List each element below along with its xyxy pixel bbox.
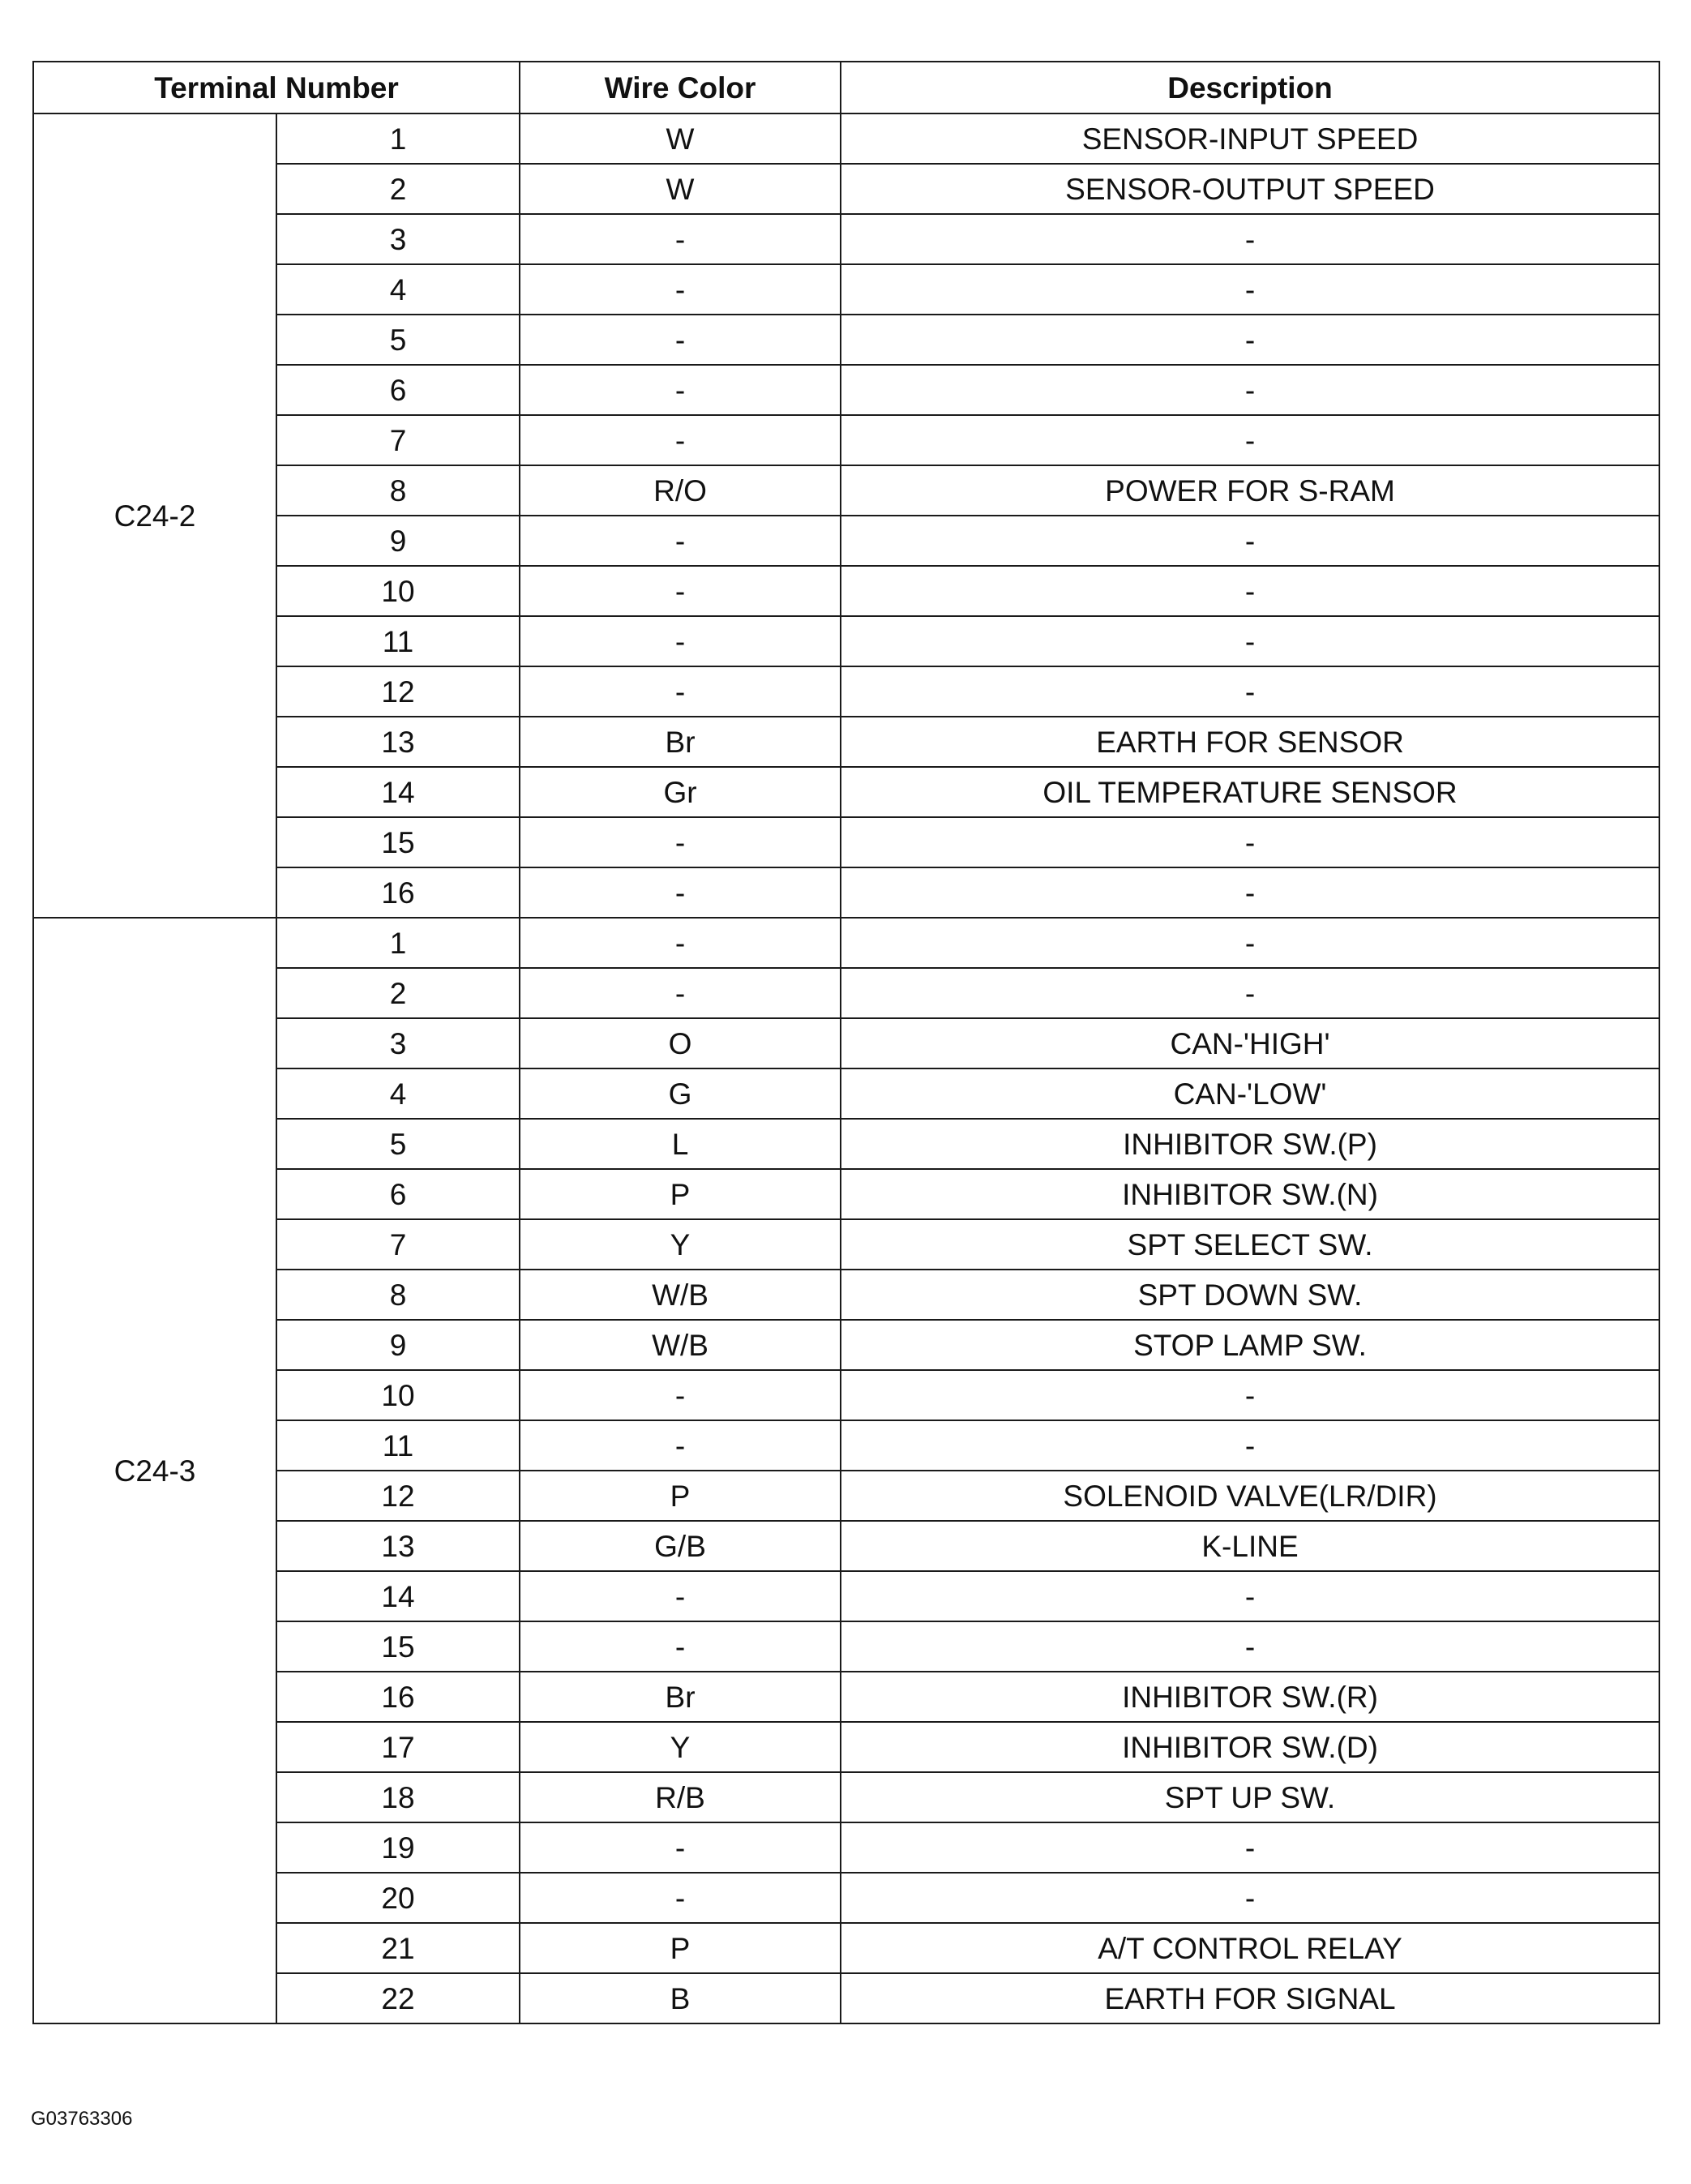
- table-row: [33, 767, 1659, 817]
- table-row: [33, 214, 1659, 264]
- wire-color-cell: W: [520, 113, 841, 164]
- description-cell: SPT UP SW.: [841, 1772, 1659, 1822]
- terminal-number-cell: 16: [276, 867, 520, 918]
- terminal-number-cell: 6: [276, 1169, 520, 1219]
- description-cell: A/T CONTROL RELAY: [841, 1923, 1659, 1973]
- table-row: [33, 817, 1659, 867]
- description-cell: INHIBITOR SW.(R): [841, 1672, 1659, 1722]
- description-cell: SPT SELECT SW.: [841, 1219, 1659, 1270]
- description-cell: CAN-'HIGH': [841, 1018, 1659, 1068]
- table-row: [33, 1420, 1659, 1471]
- header-wire-color: Wire Color: [520, 62, 841, 113]
- table-row: [33, 1219, 1659, 1270]
- description-cell: -: [841, 264, 1659, 315]
- table-row: [33, 666, 1659, 717]
- terminal-number-cell: 1: [276, 113, 520, 164]
- description-cell: SENSOR-OUTPUT SPEED: [841, 164, 1659, 214]
- wire-color-cell: G: [520, 1068, 841, 1119]
- description-cell: -: [841, 1621, 1659, 1672]
- terminal-number-cell: 12: [276, 666, 520, 717]
- table-row: [33, 465, 1659, 516]
- table-row: [33, 1822, 1659, 1873]
- wire-color-cell: -: [520, 817, 841, 867]
- table-row: [33, 1270, 1659, 1320]
- table-row: [33, 415, 1659, 465]
- terminal-number-cell: 22: [276, 1973, 520, 2023]
- wire-color-cell: -: [520, 918, 841, 968]
- table-row: [33, 1320, 1659, 1370]
- terminal-number-cell: 1: [276, 918, 520, 968]
- description-cell: -: [841, 516, 1659, 566]
- terminal-number-cell: 17: [276, 1722, 520, 1772]
- wire-color-cell: -: [520, 968, 841, 1018]
- description-cell: -: [841, 1873, 1659, 1923]
- terminal-number-cell: 5: [276, 315, 520, 365]
- table-row: [33, 616, 1659, 666]
- terminal-number-cell: 10: [276, 1370, 520, 1420]
- wire-color-cell: -: [520, 1822, 841, 1873]
- terminal-number-cell: 16: [276, 1672, 520, 1722]
- figure-id: G03763306: [31, 2108, 133, 2130]
- table-body: [33, 113, 1659, 2023]
- wire-color-cell: -: [520, 616, 841, 666]
- description-cell: SPT DOWN SW.: [841, 1270, 1659, 1320]
- table-row: [33, 1471, 1659, 1521]
- terminal-number-cell: 3: [276, 1018, 520, 1068]
- description-cell: -: [841, 315, 1659, 365]
- table-row: [33, 1672, 1659, 1722]
- wire-color-cell: P: [520, 1471, 841, 1521]
- description-cell: -: [841, 968, 1659, 1018]
- wire-color-cell: -: [520, 315, 841, 365]
- table-row: [33, 1722, 1659, 1772]
- terminal-number-cell: 7: [276, 1219, 520, 1270]
- description-cell: OIL TEMPERATURE SENSOR: [841, 767, 1659, 817]
- description-cell: -: [841, 867, 1659, 918]
- terminal-number-cell: 8: [276, 1270, 520, 1320]
- wire-color-cell: -: [520, 1571, 841, 1621]
- terminal-number-cell: 12: [276, 1471, 520, 1521]
- table-row: [33, 264, 1659, 315]
- connector-label: C24-2: [33, 113, 276, 918]
- wire-color-cell: -: [520, 264, 841, 315]
- description-cell: INHIBITOR SW.(D): [841, 1722, 1659, 1772]
- description-cell: -: [841, 1822, 1659, 1873]
- description-cell: -: [841, 1571, 1659, 1621]
- description-cell: INHIBITOR SW.(P): [841, 1119, 1659, 1169]
- wire-color-cell: -: [520, 365, 841, 415]
- wire-color-cell: W/B: [520, 1320, 841, 1370]
- terminal-number-cell: 11: [276, 1420, 520, 1471]
- terminal-number-cell: 3: [276, 214, 520, 264]
- table-row: [33, 717, 1659, 767]
- terminal-number-cell: 6: [276, 365, 520, 415]
- terminal-table-container: [32, 61, 1659, 2024]
- terminal-number-cell: 8: [276, 465, 520, 516]
- table-row: [33, 867, 1659, 918]
- wire-color-cell: P: [520, 1923, 841, 1973]
- header-row: [33, 62, 1659, 113]
- wire-color-cell: Br: [520, 1672, 841, 1722]
- wire-color-cell: -: [520, 666, 841, 717]
- description-cell: -: [841, 365, 1659, 415]
- table-row: [33, 113, 1659, 164]
- wire-color-cell: -: [520, 566, 841, 616]
- terminal-number-cell: 15: [276, 1621, 520, 1672]
- wire-color-cell: -: [520, 1370, 841, 1420]
- terminal-number-cell: 9: [276, 1320, 520, 1370]
- wire-color-cell: R/B: [520, 1772, 841, 1822]
- table-row: [33, 1621, 1659, 1672]
- description-cell: POWER FOR S-RAM: [841, 465, 1659, 516]
- terminal-number-cell: 10: [276, 566, 520, 616]
- table-row: [33, 365, 1659, 415]
- wire-color-cell: -: [520, 867, 841, 918]
- table-row: [33, 918, 1659, 968]
- wire-color-cell: R/O: [520, 465, 841, 516]
- table-row: [33, 1873, 1659, 1923]
- header-terminal-number: Terminal Number: [33, 62, 520, 113]
- table-row: [33, 315, 1659, 365]
- terminal-number-cell: 21: [276, 1923, 520, 1973]
- terminal-number-cell: 19: [276, 1822, 520, 1873]
- terminal-number-cell: 15: [276, 817, 520, 867]
- terminal-number-cell: 4: [276, 1068, 520, 1119]
- table-row: [33, 1973, 1659, 2023]
- table-row: [33, 1772, 1659, 1822]
- wire-color-cell: -: [520, 1873, 841, 1923]
- description-cell: -: [841, 817, 1659, 867]
- table-row: [33, 1018, 1659, 1068]
- description-cell: -: [841, 918, 1659, 968]
- terminal-number-cell: 4: [276, 264, 520, 315]
- terminal-number-cell: 5: [276, 1119, 520, 1169]
- table-row: [33, 566, 1659, 616]
- description-cell: EARTH FOR SENSOR: [841, 717, 1659, 767]
- terminal-number-cell: 20: [276, 1873, 520, 1923]
- table-row: [33, 1169, 1659, 1219]
- terminal-number-cell: 11: [276, 616, 520, 666]
- wire-color-cell: B: [520, 1973, 841, 2023]
- terminal-number-cell: 7: [276, 415, 520, 465]
- table-row: [33, 968, 1659, 1018]
- wire-color-cell: L: [520, 1119, 841, 1169]
- wire-color-cell: P: [520, 1169, 841, 1219]
- description-cell: SENSOR-INPUT SPEED: [841, 113, 1659, 164]
- description-cell: -: [841, 666, 1659, 717]
- terminal-number-cell: 18: [276, 1772, 520, 1822]
- description-cell: -: [841, 1370, 1659, 1420]
- wire-color-cell: Y: [520, 1219, 841, 1270]
- description-cell: SOLENOID VALVE(LR/DIR): [841, 1471, 1659, 1521]
- terminal-number-cell: 13: [276, 717, 520, 767]
- wire-color-cell: Br: [520, 717, 841, 767]
- description-cell: -: [841, 566, 1659, 616]
- wire-color-cell: W/B: [520, 1270, 841, 1320]
- table-row: [33, 1521, 1659, 1571]
- table-row: [33, 1923, 1659, 1973]
- connector-label: C24-3: [33, 918, 276, 2023]
- terminal-number-cell: 14: [276, 1571, 520, 1621]
- description-cell: EARTH FOR SIGNAL: [841, 1973, 1659, 2023]
- wire-color-cell: Gr: [520, 767, 841, 817]
- table-row: [33, 1119, 1659, 1169]
- terminal-number-cell: 9: [276, 516, 520, 566]
- description-cell: K-LINE: [841, 1521, 1659, 1571]
- table-row: [33, 1370, 1659, 1420]
- description-cell: -: [841, 415, 1659, 465]
- wire-color-cell: G/B: [520, 1521, 841, 1571]
- description-cell: -: [841, 214, 1659, 264]
- header-description: Description: [841, 62, 1659, 113]
- wire-color-cell: -: [520, 1420, 841, 1471]
- terminal-number-cell: 2: [276, 164, 520, 214]
- table-row: [33, 1571, 1659, 1621]
- wire-color-cell: -: [520, 415, 841, 465]
- wire-color-cell: W: [520, 164, 841, 214]
- wire-color-cell: -: [520, 516, 841, 566]
- terminal-table: [32, 61, 1660, 2024]
- terminal-number-cell: 14: [276, 767, 520, 817]
- wire-color-cell: O: [520, 1018, 841, 1068]
- table-row: [33, 164, 1659, 214]
- description-cell: -: [841, 1420, 1659, 1471]
- description-cell: STOP LAMP SW.: [841, 1320, 1659, 1370]
- terminal-number-cell: 2: [276, 968, 520, 1018]
- description-cell: INHIBITOR SW.(N): [841, 1169, 1659, 1219]
- description-cell: -: [841, 616, 1659, 666]
- description-cell: CAN-'LOW': [841, 1068, 1659, 1119]
- wire-color-cell: -: [520, 214, 841, 264]
- table-row: [33, 1068, 1659, 1119]
- terminal-number-cell: 13: [276, 1521, 520, 1571]
- wire-color-cell: Y: [520, 1722, 841, 1772]
- wire-color-cell: -: [520, 1621, 841, 1672]
- table-row: [33, 516, 1659, 566]
